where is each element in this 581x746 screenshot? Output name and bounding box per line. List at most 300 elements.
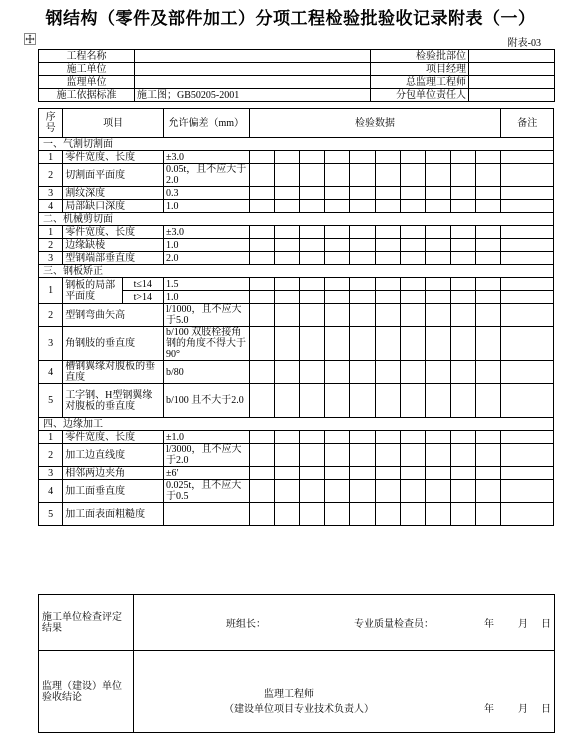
data-cell[interactable] (451, 384, 476, 418)
data-cell[interactable] (249, 226, 274, 239)
data-cell[interactable] (476, 361, 501, 384)
data-cell[interactable] (299, 151, 324, 164)
year-label: 年 (484, 704, 494, 715)
data-cell[interactable] (325, 384, 350, 418)
data-cell[interactable] (476, 252, 501, 265)
form-number: 附表-03 (507, 38, 541, 49)
data-cell[interactable] (325, 480, 350, 503)
table-row (39, 239, 554, 252)
row-number: 2 (39, 444, 63, 467)
supervision-eval-cell[interactable] (134, 651, 555, 733)
data-cell[interactable] (400, 431, 425, 444)
row-tolerance: l/1000，且不应大于5.0 (163, 304, 249, 327)
data-cell[interactable] (375, 503, 400, 526)
construction-unit-value[interactable] (135, 63, 371, 76)
remark-cell[interactable] (501, 164, 554, 187)
data-cell[interactable] (274, 503, 299, 526)
data-cell[interactable] (274, 431, 299, 444)
row-item: 工字钢、H型钢翼缘对腹板的垂直度 (63, 384, 164, 418)
move-anchor-icon[interactable] (24, 33, 36, 45)
table-row (39, 151, 554, 164)
data-cell[interactable] (325, 164, 350, 187)
data-cell[interactable] (451, 291, 476, 304)
data-cell[interactable] (299, 304, 324, 327)
row-number: 2 (39, 164, 63, 187)
data-cell[interactable] (299, 327, 324, 361)
data-cell[interactable] (274, 151, 299, 164)
data-cell[interactable] (476, 164, 501, 187)
data-cell[interactable] (400, 361, 425, 384)
data-cell[interactable] (400, 304, 425, 327)
construction-eval-cell[interactable] (134, 595, 555, 651)
data-cell[interactable] (451, 361, 476, 384)
data-cell[interactable] (375, 444, 400, 467)
data-cell[interactable] (350, 361, 375, 384)
data-cell[interactable] (375, 226, 400, 239)
data-cell[interactable] (425, 304, 450, 327)
data-cell[interactable] (350, 467, 375, 480)
row-tolerance: 1.0 (163, 239, 249, 252)
table-row (39, 226, 554, 239)
data-cell[interactable] (350, 327, 375, 361)
data-cell[interactable] (350, 480, 375, 503)
data-cell[interactable] (350, 503, 375, 526)
data-cell[interactable] (274, 480, 299, 503)
data-cell[interactable] (375, 384, 400, 418)
data-cell[interactable] (425, 226, 450, 239)
remark-cell[interactable] (501, 304, 554, 327)
data-cell[interactable] (325, 239, 350, 252)
data-cell[interactable] (476, 187, 501, 200)
data-cell[interactable] (249, 239, 274, 252)
data-cell[interactable] (451, 431, 476, 444)
data-cell[interactable] (299, 164, 324, 187)
row-item: 型钢弯曲矢高 (63, 304, 164, 327)
inspection-body (39, 138, 554, 526)
row-item: 零件宽度、长度 (63, 226, 164, 239)
data-cell[interactable] (375, 467, 400, 480)
data-cell[interactable] (476, 239, 501, 252)
data-cell[interactable] (350, 239, 375, 252)
col-remark: 备注 (501, 109, 554, 138)
data-cell[interactable] (400, 327, 425, 361)
row-number: 5 (39, 384, 63, 418)
data-cell[interactable] (350, 164, 375, 187)
row-subitem: t≤14 (122, 278, 163, 291)
row-item: 割纹深度 (63, 187, 164, 200)
data-cell[interactable] (451, 278, 476, 291)
row-item: 角钢肢的垂直度 (63, 327, 164, 361)
data-cell[interactable] (249, 327, 274, 361)
data-cell[interactable] (425, 252, 450, 265)
construction-eval-label: 施工单位检查评定结果 (39, 595, 134, 651)
data-cell[interactable] (451, 164, 476, 187)
data-cell[interactable] (249, 467, 274, 480)
data-cell[interactable] (476, 304, 501, 327)
row-item: 型钢端部垂直度 (63, 252, 164, 265)
section-title: 三、钢板矫正 (39, 265, 554, 278)
data-cell[interactable] (249, 361, 274, 384)
data-cell[interactable] (350, 226, 375, 239)
team-leader-label: 班组长： (226, 619, 266, 630)
row-tolerance: 0.3 (163, 187, 249, 200)
col-seq: 序号 (39, 109, 63, 138)
data-cell[interactable] (350, 304, 375, 327)
data-cell[interactable] (400, 503, 425, 526)
row-subitem: t>14 (122, 291, 163, 304)
data-cell[interactable] (249, 187, 274, 200)
data-cell[interactable] (350, 278, 375, 291)
signature-table (38, 594, 555, 733)
subcontract-value[interactable] (469, 89, 555, 102)
data-cell[interactable] (274, 327, 299, 361)
table-row (39, 361, 554, 384)
chief-supervisor-value[interactable] (469, 76, 555, 89)
data-cell[interactable] (425, 361, 450, 384)
data-cell[interactable] (299, 431, 324, 444)
data-cell[interactable] (400, 480, 425, 503)
row-tolerance: b/100 且不大于2.0 (163, 384, 249, 418)
data-cell[interactable] (375, 480, 400, 503)
remark-cell[interactable] (501, 200, 554, 213)
basis-value: 施工图；GB50205-2001 (135, 89, 371, 102)
row-number: 1 (39, 431, 63, 444)
data-cell[interactable] (476, 480, 501, 503)
row-item: 零件宽度、长度 (63, 431, 164, 444)
row-number: 4 (39, 361, 63, 384)
data-cell[interactable] (400, 384, 425, 418)
table-row (39, 444, 554, 467)
data-cell[interactable] (425, 431, 450, 444)
col-tolerance: 允许偏差（mm） (163, 109, 249, 138)
data-cell[interactable] (274, 467, 299, 480)
remark-cell[interactable] (501, 503, 554, 526)
remark-cell[interactable] (501, 431, 554, 444)
data-cell[interactable] (249, 480, 274, 503)
row-tolerance: 0.05t，且不应大于2.0 (163, 164, 249, 187)
row-tolerance: 2.0 (163, 252, 249, 265)
data-cell[interactable] (274, 226, 299, 239)
data-cell[interactable] (325, 200, 350, 213)
data-cell[interactable] (299, 503, 324, 526)
row-tolerance: ±1.0 (163, 431, 249, 444)
header-info-table (38, 49, 555, 102)
data-cell[interactable] (274, 278, 299, 291)
row-number: 1 (39, 151, 63, 164)
data-cell[interactable] (425, 291, 450, 304)
data-cell[interactable] (274, 384, 299, 418)
data-cell[interactable] (325, 226, 350, 239)
table-row (39, 200, 554, 213)
data-cell[interactable] (425, 200, 450, 213)
month-label: 月 (518, 619, 528, 630)
data-cell[interactable] (476, 151, 501, 164)
data-cell[interactable] (476, 226, 501, 239)
row-number: 3 (39, 327, 63, 361)
data-cell[interactable] (274, 200, 299, 213)
remark-cell[interactable] (501, 187, 554, 200)
section-title: 四、边缘加工 (39, 418, 554, 431)
data-cell[interactable] (375, 431, 400, 444)
data-cell[interactable] (400, 151, 425, 164)
supervisor-label: 监理工程师 (264, 689, 314, 700)
inspection-table (38, 108, 554, 526)
remark-cell[interactable] (501, 361, 554, 384)
data-cell[interactable] (325, 291, 350, 304)
data-cell[interactable] (400, 252, 425, 265)
data-cell[interactable] (249, 384, 274, 418)
data-cell[interactable] (249, 151, 274, 164)
data-cell[interactable] (325, 431, 350, 444)
subcontract-label: 分包单位责任人 (371, 89, 469, 102)
data-cell[interactable] (451, 151, 476, 164)
supervisor-note: （建设单位项目专业技术负责人） (224, 704, 374, 715)
data-cell[interactable] (375, 164, 400, 187)
data-cell[interactable] (451, 226, 476, 239)
data-cell[interactable] (299, 187, 324, 200)
data-cell[interactable] (425, 480, 450, 503)
data-cell[interactable] (350, 384, 375, 418)
data-cell[interactable] (350, 252, 375, 265)
data-cell[interactable] (375, 239, 400, 252)
remark-cell[interactable] (501, 151, 554, 164)
data-cell[interactable] (425, 151, 450, 164)
page-title: 钢结构（零件及部件加工）分项工程检验批验收记录附表（一） (45, 9, 536, 28)
data-cell[interactable] (299, 239, 324, 252)
remark-cell[interactable] (501, 291, 554, 304)
data-cell[interactable] (476, 278, 501, 291)
row-number: 3 (39, 467, 63, 480)
row-item: 边缘缺棱 (63, 239, 164, 252)
table-row (39, 431, 554, 444)
data-cell[interactable] (325, 444, 350, 467)
data-cell[interactable] (476, 467, 501, 480)
data-cell[interactable] (476, 431, 501, 444)
data-cell[interactable] (249, 278, 274, 291)
row-item: 钢板的局部平面度 (63, 278, 122, 304)
data-cell[interactable] (451, 327, 476, 361)
data-cell[interactable] (274, 304, 299, 327)
section-row (39, 265, 554, 278)
row-number: 1 (39, 226, 63, 239)
data-cell[interactable] (299, 467, 324, 480)
data-cell[interactable] (425, 239, 450, 252)
remark-cell[interactable] (501, 480, 554, 503)
table-row (39, 278, 554, 291)
data-cell[interactable] (249, 304, 274, 327)
data-cell[interactable] (375, 187, 400, 200)
row-item: 切割面平面度 (63, 164, 164, 187)
supervision-unit-label: 监理单位 (39, 76, 135, 89)
row-number: 4 (39, 480, 63, 503)
data-cell[interactable] (299, 291, 324, 304)
data-cell[interactable] (350, 151, 375, 164)
remark-cell[interactable] (501, 327, 554, 361)
row-tolerance: 1.5 (163, 278, 249, 291)
data-cell[interactable] (249, 164, 274, 187)
data-cell[interactable] (325, 467, 350, 480)
row-number: 5 (39, 503, 63, 526)
data-cell[interactable] (375, 361, 400, 384)
data-cell[interactable] (400, 444, 425, 467)
data-cell[interactable] (299, 361, 324, 384)
data-cell[interactable] (249, 431, 274, 444)
data-cell[interactable] (476, 291, 501, 304)
row-number: 2 (39, 239, 63, 252)
data-cell[interactable] (476, 327, 501, 361)
data-cell[interactable] (476, 384, 501, 418)
data-cell[interactable] (375, 200, 400, 213)
data-cell[interactable] (375, 291, 400, 304)
data-cell[interactable] (425, 327, 450, 361)
data-cell[interactable] (299, 480, 324, 503)
row-tolerance: ±3.0 (163, 226, 249, 239)
data-cell[interactable] (476, 503, 501, 526)
table-row (39, 467, 554, 480)
data-cell[interactable] (400, 278, 425, 291)
inspection-dept-value[interactable] (469, 50, 555, 63)
data-cell[interactable] (400, 164, 425, 187)
data-cell[interactable] (476, 444, 501, 467)
table-row (39, 327, 554, 361)
row-number: 1 (39, 278, 63, 304)
data-cell[interactable] (451, 467, 476, 480)
day-label: 日 (541, 704, 551, 715)
data-cell[interactable] (400, 467, 425, 480)
data-cell[interactable] (325, 304, 350, 327)
data-cell[interactable] (350, 444, 375, 467)
section-row (39, 213, 554, 226)
data-cell[interactable] (249, 200, 274, 213)
data-cell[interactable] (274, 252, 299, 265)
data-cell[interactable] (325, 503, 350, 526)
remark-cell[interactable] (501, 278, 554, 291)
data-cell[interactable] (325, 327, 350, 361)
data-cell[interactable] (350, 291, 375, 304)
data-cell[interactable] (375, 327, 400, 361)
data-cell[interactable] (375, 151, 400, 164)
data-cell[interactable] (325, 187, 350, 200)
data-cell[interactable] (350, 200, 375, 213)
section-row (39, 138, 554, 151)
supervision-eval-label: 监理（建设）单位验收结论 (39, 651, 134, 733)
project-name-value[interactable] (135, 50, 371, 63)
data-cell[interactable] (451, 503, 476, 526)
qa-inspector-label: 专业质量检查员： (354, 619, 434, 630)
data-cell[interactable] (400, 200, 425, 213)
data-cell[interactable] (400, 226, 425, 239)
row-tolerance: l/3000，且不应大于2.0 (163, 444, 249, 467)
data-cell[interactable] (375, 252, 400, 265)
data-cell[interactable] (249, 503, 274, 526)
remark-cell[interactable] (501, 226, 554, 239)
data-cell[interactable] (299, 384, 324, 418)
project-name-label: 工程名称 (39, 50, 135, 63)
data-cell[interactable] (451, 252, 476, 265)
data-cell[interactable] (476, 200, 501, 213)
data-cell[interactable] (425, 164, 450, 187)
data-cell[interactable] (375, 304, 400, 327)
row-number: 3 (39, 187, 63, 200)
col-item: 项目 (63, 109, 164, 138)
table-row (39, 480, 554, 503)
remark-cell[interactable] (501, 467, 554, 480)
data-cell[interactable] (400, 187, 425, 200)
table-row (39, 164, 554, 187)
data-cell[interactable] (249, 252, 274, 265)
project-manager-label: 项目经理 (371, 63, 469, 76)
data-cell[interactable] (274, 187, 299, 200)
data-cell[interactable] (425, 503, 450, 526)
data-cell[interactable] (274, 239, 299, 252)
basis-label: 施工依据标准 (39, 89, 135, 102)
data-cell[interactable] (425, 444, 450, 467)
row-tolerance: 1.0 (163, 200, 249, 213)
data-cell[interactable] (325, 151, 350, 164)
remark-cell[interactable] (501, 384, 554, 418)
table-row (39, 384, 554, 418)
data-cell[interactable] (425, 384, 450, 418)
data-cell[interactable] (350, 187, 375, 200)
row-number: 2 (39, 304, 63, 327)
row-tolerance: ±3.0 (163, 151, 249, 164)
row-item: 加工面表面粗糙度 (63, 503, 164, 526)
data-cell[interactable] (325, 278, 350, 291)
row-item: 相邻两边夹角 (63, 467, 164, 480)
data-cell[interactable] (274, 164, 299, 187)
row-tolerance: 1.0 (163, 291, 249, 304)
row-number: 3 (39, 252, 63, 265)
data-cell[interactable] (249, 444, 274, 467)
data-cell[interactable] (350, 431, 375, 444)
project-manager-value[interactable] (469, 63, 555, 76)
supervision-unit-value[interactable] (135, 76, 371, 89)
remark-cell[interactable] (501, 444, 554, 467)
data-cell[interactable] (451, 444, 476, 467)
remark-cell[interactable] (501, 239, 554, 252)
row-tolerance (163, 503, 249, 526)
data-cell[interactable] (375, 278, 400, 291)
data-cell[interactable] (451, 187, 476, 200)
data-cell[interactable] (274, 444, 299, 467)
data-cell[interactable] (425, 187, 450, 200)
data-cell[interactable] (299, 278, 324, 291)
data-cell[interactable] (249, 291, 274, 304)
data-cell[interactable] (325, 252, 350, 265)
data-cell[interactable] (425, 278, 450, 291)
data-cell[interactable] (400, 291, 425, 304)
data-cell[interactable] (451, 200, 476, 213)
data-cell[interactable] (299, 444, 324, 467)
construction-unit-label: 施工单位 (39, 63, 135, 76)
data-cell[interactable] (400, 239, 425, 252)
data-cell[interactable] (425, 467, 450, 480)
data-cell[interactable] (274, 361, 299, 384)
row-tolerance: ±6′ (163, 467, 249, 480)
row-tolerance: b/100 双肢栓接角钢的角度不得大于90° (163, 327, 249, 361)
data-cell[interactable] (299, 200, 324, 213)
data-cell[interactable] (325, 361, 350, 384)
remark-cell[interactable] (501, 252, 554, 265)
data-cell[interactable] (451, 239, 476, 252)
data-cell[interactable] (299, 252, 324, 265)
inspection-dept-label: 检验批部位 (371, 50, 469, 63)
section-row (39, 418, 554, 431)
data-cell[interactable] (299, 226, 324, 239)
data-cell[interactable] (451, 304, 476, 327)
data-cell[interactable] (274, 291, 299, 304)
data-cell[interactable] (451, 480, 476, 503)
